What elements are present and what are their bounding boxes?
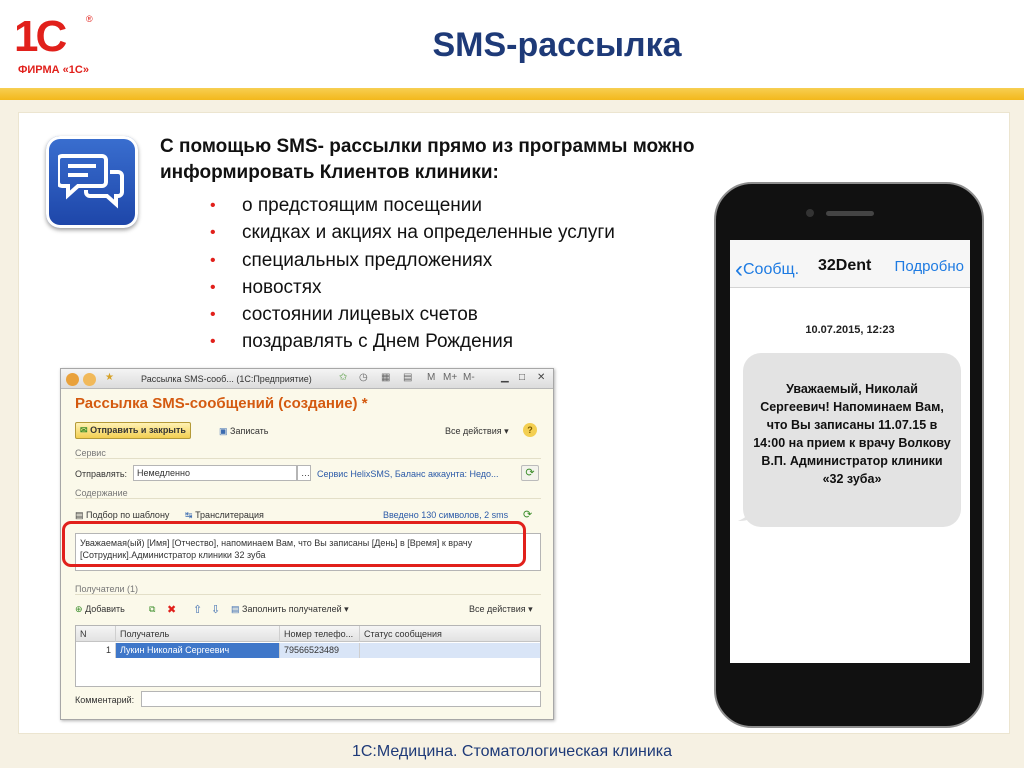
column-n[interactable]: N — [76, 626, 116, 642]
registered-icon: ® — [86, 14, 93, 24]
delete-icon[interactable]: ✖ — [167, 604, 177, 616]
all-actions-button-2[interactable]: Все действия ▾ — [469, 604, 533, 614]
move-down-icon[interactable]: ⇩ — [211, 604, 221, 616]
bullet-icon: • — [210, 251, 216, 269]
bullet-item: • скидках и акциях на определенные услуги — [210, 219, 615, 246]
phone-cell[interactable]: 79566523489 — [280, 643, 360, 658]
bullet-item: • новостях — [210, 274, 615, 301]
camera-icon — [806, 209, 814, 217]
favorite-star-icon[interactable]: ★ — [105, 372, 114, 383]
bullet-icon: • — [210, 278, 216, 296]
bullet-item: • специальных предложениях — [210, 247, 615, 274]
calc-icon[interactable]: ▦ — [381, 372, 391, 383]
close-icon[interactable]: ✕ — [537, 372, 546, 383]
sms-bubble: Уважаемый, Николай Сергеевич! Напоминаем Вам, что Вы записаны 11.07.15 в 14:00 на прием к врачу Волкову В.П. Администратор клиники «32 зуба» — [743, 353, 961, 527]
bullet-icon: • — [210, 197, 216, 214]
service-section-label: Сервис — [75, 448, 541, 459]
recipients-table — [75, 625, 541, 687]
fill-icon: ▤ — [231, 604, 240, 614]
bullet-item: • состоянии лицевых счетов — [210, 301, 615, 328]
intro-text: С помощью SMS- рассылки прямо из программы можно информировать Клиентов клиники: — [160, 136, 695, 183]
message-highlight — [62, 521, 526, 567]
message-timestamp: 10.07.2015, 12:23 — [805, 324, 895, 336]
logo-firm-label: ФИРМА «1С» — [18, 64, 89, 76]
bullet-icon: • — [210, 333, 216, 351]
row-number: 1 — [76, 643, 116, 658]
slide-title: SMS-рассылка — [432, 26, 682, 64]
copy-icon[interactable]: ⧉ — [149, 604, 156, 614]
all-actions-button[interactable]: Все действия ▾ — [445, 426, 509, 436]
bullet-item: • поздравлять с Днем Рождения — [210, 328, 615, 355]
chevron-left-icon: ‹ — [735, 256, 743, 283]
bullet-icon: • — [210, 224, 216, 242]
back-button[interactable]: ‹Сообщ. — [735, 256, 800, 283]
memory-minus-button[interactable]: M- — [463, 372, 475, 383]
table-row[interactable] — [76, 643, 540, 658]
star-icon[interactable]: ✩ — [339, 372, 348, 383]
slide-header — [0, 0, 1024, 100]
memory-m-button[interactable]: M — [427, 372, 436, 383]
recount-icon[interactable]: ⟳ — [523, 509, 533, 521]
bullet-icon: • — [210, 306, 216, 324]
history-icon[interactable]: ◷ — [359, 372, 368, 383]
column-phone[interactable]: Номер телефо... — [280, 626, 360, 642]
char-counter: Введено 130 символов, 2 sms — [383, 510, 509, 520]
column-status[interactable]: Статус сообщения — [364, 629, 442, 639]
chat-app-icon — [46, 136, 138, 228]
status-cell[interactable] — [360, 643, 540, 658]
window-titlebar — [61, 369, 553, 389]
service-info-link[interactable]: Сервис HelixSMS, Баланс аккаунта: Недо... — [317, 469, 499, 479]
form-title: Рассылка SMS-сообщений (создание) * — [75, 395, 368, 412]
bullet-list — [210, 192, 615, 356]
help-icon[interactable]: ? — [523, 423, 537, 437]
comment-field[interactable] — [141, 691, 541, 707]
logo-mark: 1С — [14, 12, 65, 61]
send-mode-field[interactable]: Немедленно — [133, 465, 297, 481]
send-close-button[interactable]: ✉ Отправить и закрыть — [75, 422, 191, 439]
memory-plus-button[interactable]: M+ — [443, 372, 458, 383]
select-button[interactable]: … — [297, 465, 311, 481]
add-icon: ⊕ — [75, 604, 83, 614]
template-icon: ▤ — [75, 510, 84, 520]
bullet-item: • о предстоящим посещении — [210, 192, 615, 219]
add-recipient-button[interactable]: ⊕ Добавить — [75, 604, 125, 614]
refresh-icon[interactable]: ⟳ — [521, 465, 539, 481]
column-recipient[interactable]: Получатель — [116, 626, 280, 642]
app-menu-icon[interactable] — [66, 373, 79, 386]
comment-label: Комментарий: — [75, 695, 135, 705]
phone-screen — [730, 240, 970, 663]
header-stripe — [0, 88, 1024, 100]
dropdown-icon[interactable] — [83, 373, 96, 386]
move-up-icon[interactable]: ⇧ — [193, 604, 203, 616]
details-button[interactable]: Подробно — [894, 258, 964, 275]
calendar-icon[interactable]: ▤ — [403, 372, 413, 383]
recipients-section-label: Получатели (1) — [75, 584, 541, 595]
translit-button[interactable]: ↹ Транслитерация — [185, 510, 264, 520]
message-textarea[interactable]: Уважаемая(ый) [Имя] [Отчество], напоминаем Вам, что Вы записаны [День] в [Время] к врачу [Сотрудник].Администратор клиники 32 зуба — [75, 533, 541, 571]
recipient-cell[interactable]: Лукин Николай Сергеевич — [116, 643, 280, 658]
save-icon: ▣ — [219, 426, 228, 436]
maximize-icon[interactable]: □ — [519, 372, 526, 383]
nav-bar — [730, 240, 970, 288]
fill-recipients-button[interactable]: ▤ Заполнить получателей ▾ — [231, 604, 349, 614]
translit-icon: ↹ — [185, 510, 193, 520]
template-button[interactable]: ▤ Подбор по шаблону — [75, 510, 170, 520]
contact-name: 32Dent — [818, 257, 872, 274]
minimize-icon[interactable]: ▁ — [501, 372, 509, 383]
send-label: Отправлять: — [75, 469, 128, 479]
speaker-icon — [826, 211, 874, 216]
content-section-label: Содержание — [75, 488, 541, 499]
save-button[interactable]: ▣ Записать — [219, 426, 269, 436]
send-icon: ✉ — [80, 425, 88, 435]
window-title: Рассылка SMS-сооб... (1С:Предприятие) — [141, 374, 312, 384]
table-header — [76, 626, 540, 642]
slide-footer: 1С:Медицина. Стоматологическая клиника — [351, 743, 673, 760]
